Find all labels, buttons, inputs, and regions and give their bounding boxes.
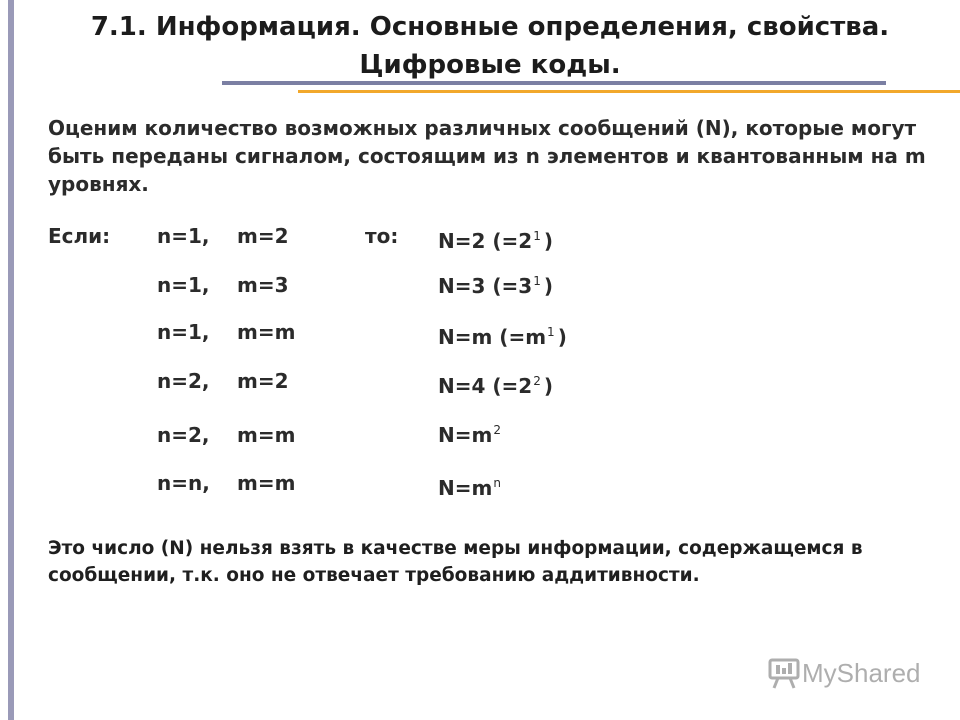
intro-paragraph: Оценим количество возможных различных сообщений (N), которые могут быть переданы сигналом, состоящим из n элементов и квантованным на m уровнях. — [48, 116, 926, 196]
presentation-board-icon — [766, 656, 802, 690]
row-n: n=1, — [157, 273, 210, 297]
row-m: m=m — [237, 423, 296, 447]
title-underline-blue — [222, 81, 886, 85]
slide-title — [60, 8, 920, 84]
row-m: m=m — [237, 471, 296, 495]
row-n: n=1, — [157, 224, 210, 248]
row-m: m=2 — [237, 369, 289, 393]
row-n: n=2, — [157, 369, 210, 393]
title-line-1: 7.1. Информация. Основные определения, свойства. — [90, 12, 890, 42]
if-label: Если: — [48, 224, 111, 248]
watermark — [766, 656, 921, 690]
row-m: m=2 — [237, 224, 289, 248]
row-result: N=2 ($=2^1$ ) — [438, 229, 553, 253]
conclusion-paragraph: Это число (N) нельзя взять в качестве меры информации, содержащемся в сообщении, т.к. оно не отвечает требованию аддитивности. — [48, 538, 863, 586]
row-m: m=3 — [237, 273, 289, 297]
row-m: m=m — [237, 320, 296, 344]
title-line-2: Цифровые коды. — [359, 50, 621, 80]
row-result: N=3 ($=3^1$ ) — [438, 274, 553, 298]
title-underline-orange — [298, 90, 960, 93]
row-n: n=n, — [157, 471, 210, 495]
watermark-text: MyShared — [802, 657, 921, 688]
row-result: N=m ($=m^1$ ) — [438, 325, 567, 349]
left-accent-bar — [8, 0, 14, 720]
row-n: n=1, — [157, 320, 210, 344]
row-result: $N=m^n$ — [438, 476, 501, 500]
then-label: то: — [365, 224, 399, 248]
row-result: $N=m^2$ — [438, 423, 501, 447]
row-n: n=2, — [157, 423, 210, 447]
row-result: N=4 ($=2^2$ ) — [438, 374, 553, 398]
